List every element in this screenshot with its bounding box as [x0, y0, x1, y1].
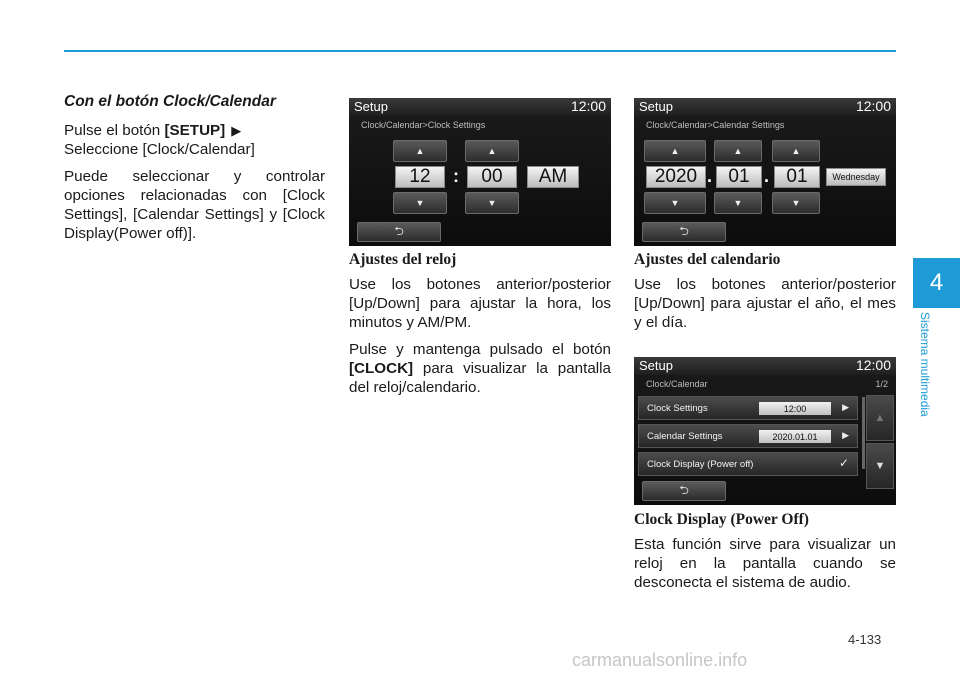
calendar-settings-screen — [634, 98, 896, 246]
time-separator: : — [453, 166, 459, 186]
day-up-button[interactable] — [772, 140, 820, 162]
clock-settings-row[interactable] — [638, 396, 858, 420]
hour-value: 12 — [395, 166, 445, 188]
scroll-down-button[interactable] — [866, 443, 894, 489]
minute-up-button[interactable] — [465, 140, 519, 162]
chapter-tab: 4 — [913, 258, 960, 308]
row-label: Clock Display (Power off) — [647, 459, 754, 470]
back-button[interactable] — [357, 222, 441, 242]
display-paragraph: Esta función sirve para visualizar un reloj en la pantalla cuando se desconecta el sistema de audio. — [634, 536, 896, 591]
arrow-up-icon: ▲ — [791, 146, 801, 156]
page-indicator: 1/2 — [875, 379, 888, 389]
minute-down-button[interactable] — [465, 192, 519, 214]
arrow-up-icon: ▲ — [670, 146, 680, 156]
clock-paragraph-1: Use los botones anterior/posterior [Up/Down] para ajustar la hora, los minutos y AM/PM. — [349, 276, 611, 331]
back-arrow-icon: ⮌ — [394, 223, 404, 238]
clock-text-column — [349, 248, 611, 405]
clock-paragraph-2 — [349, 340, 611, 397]
calendar-text-column — [634, 248, 896, 340]
arrow-down-icon: ▼ — [874, 460, 886, 472]
calendar-caption: Ajustes del calendario — [634, 251, 781, 268]
section-title: Con el botón Clock/Calendar — [64, 93, 276, 110]
clock-caption: Ajustes del reloj — [349, 251, 457, 268]
chevron-right-icon: ▶ — [842, 402, 849, 412]
scrollbar[interactable] — [862, 397, 865, 469]
chapter-label — [918, 312, 942, 442]
calendar-paragraph: Use los botones anterior/posterior [Up/Down] para ajustar el año, el mes y el día. — [634, 276, 896, 331]
scroll-up-button[interactable] — [866, 395, 894, 441]
screen-title: Setup — [639, 99, 673, 114]
row-value: 2020.01.01 — [759, 430, 831, 443]
page-number: 4-133 — [848, 632, 882, 647]
month-down-button[interactable] — [714, 192, 762, 214]
arrow-down-icon: ▼ — [487, 198, 497, 208]
row-label: Calendar Settings — [647, 431, 723, 442]
clock-calendar-menu-screen — [634, 357, 896, 505]
screen-header — [349, 98, 611, 116]
screen-title: Setup — [639, 358, 673, 373]
clock-paragraph-2-post: para visualizar la pantalla del reloj/calendario. — [349, 360, 611, 396]
month-up-button[interactable] — [714, 140, 762, 162]
hour-up-button[interactable] — [393, 140, 447, 162]
date-separator: . — [707, 166, 713, 186]
arrow-down-icon: ▼ — [791, 198, 801, 208]
screen-time: 12:00 — [855, 98, 891, 114]
month-value: 01 — [716, 166, 762, 188]
options-paragraph: Puede seleccionar y controlar opciones relacionadas con [Clock Settings], [Calendar Settings] y [Clock Display(Power off)]. — [64, 168, 325, 242]
arrow-up-icon: ▲ — [874, 412, 886, 424]
back-arrow-icon: ⮌ — [679, 482, 689, 497]
screen-breadcrumb: Clock/Calendar — [646, 379, 708, 389]
arrow-up-icon: ▲ — [487, 146, 497, 156]
setup-key: [SETUP] — [164, 122, 226, 139]
year-value: 2020 — [646, 166, 706, 188]
weekday-value: Wednesday — [826, 168, 886, 186]
day-down-button[interactable] — [772, 192, 820, 214]
clock-display-row[interactable] — [638, 452, 858, 476]
arrow-up-icon: ▲ — [733, 146, 743, 156]
screen-breadcrumb: Clock/Calendar>Calendar Settings — [646, 120, 785, 130]
display-caption: Clock Display (Power Off) — [634, 511, 809, 528]
screen-breadcrumb: Clock/Calendar>Clock Settings — [361, 120, 486, 130]
arrow-down-icon: ▼ — [415, 198, 425, 208]
arrow-right-icon: ▶ — [231, 123, 242, 138]
screen-time: 12:00 — [855, 357, 891, 373]
arrow-down-icon: ▼ — [670, 198, 680, 208]
instruction-select: Seleccione [Clock/Calendar] — [64, 141, 255, 158]
day-value: 01 — [774, 166, 820, 188]
intro-column — [64, 92, 325, 251]
watermark: carmanualsonline.info — [572, 650, 748, 670]
chapter-label-text: Sistema multimedia — [918, 312, 932, 417]
year-down-button[interactable] — [644, 192, 706, 214]
arrow-down-icon: ▼ — [733, 198, 743, 208]
checkmark-icon: ✓ — [838, 456, 849, 470]
year-up-button[interactable] — [644, 140, 706, 162]
row-label: Clock Settings — [647, 403, 708, 414]
top-rule — [64, 50, 896, 52]
display-text-column — [634, 508, 896, 600]
screen-title: Setup — [354, 99, 388, 114]
clock-key: [CLOCK] — [349, 360, 414, 377]
hour-down-button[interactable] — [393, 192, 447, 214]
setup-instruction — [64, 121, 325, 159]
screen-header — [634, 357, 896, 375]
screen-time: 12:00 — [570, 98, 606, 114]
arrow-up-icon: ▲ — [415, 146, 425, 156]
clock-paragraph-2-pre: Pulse y mantenga pulsado el botón — [349, 341, 611, 358]
back-button[interactable] — [642, 481, 726, 501]
chevron-right-icon: ▶ — [842, 430, 849, 440]
instruction-text: Pulse el botón — [64, 122, 165, 139]
minute-value: 00 — [467, 166, 517, 188]
back-button[interactable] — [642, 222, 726, 242]
row-value: 12:00 — [759, 402, 831, 415]
calendar-settings-row[interactable] — [638, 424, 858, 448]
back-arrow-icon: ⮌ — [679, 223, 689, 238]
date-separator: . — [764, 166, 770, 186]
ampm-toggle[interactable]: AM — [527, 166, 579, 188]
clock-settings-screen — [349, 98, 611, 246]
screen-header — [634, 98, 896, 116]
